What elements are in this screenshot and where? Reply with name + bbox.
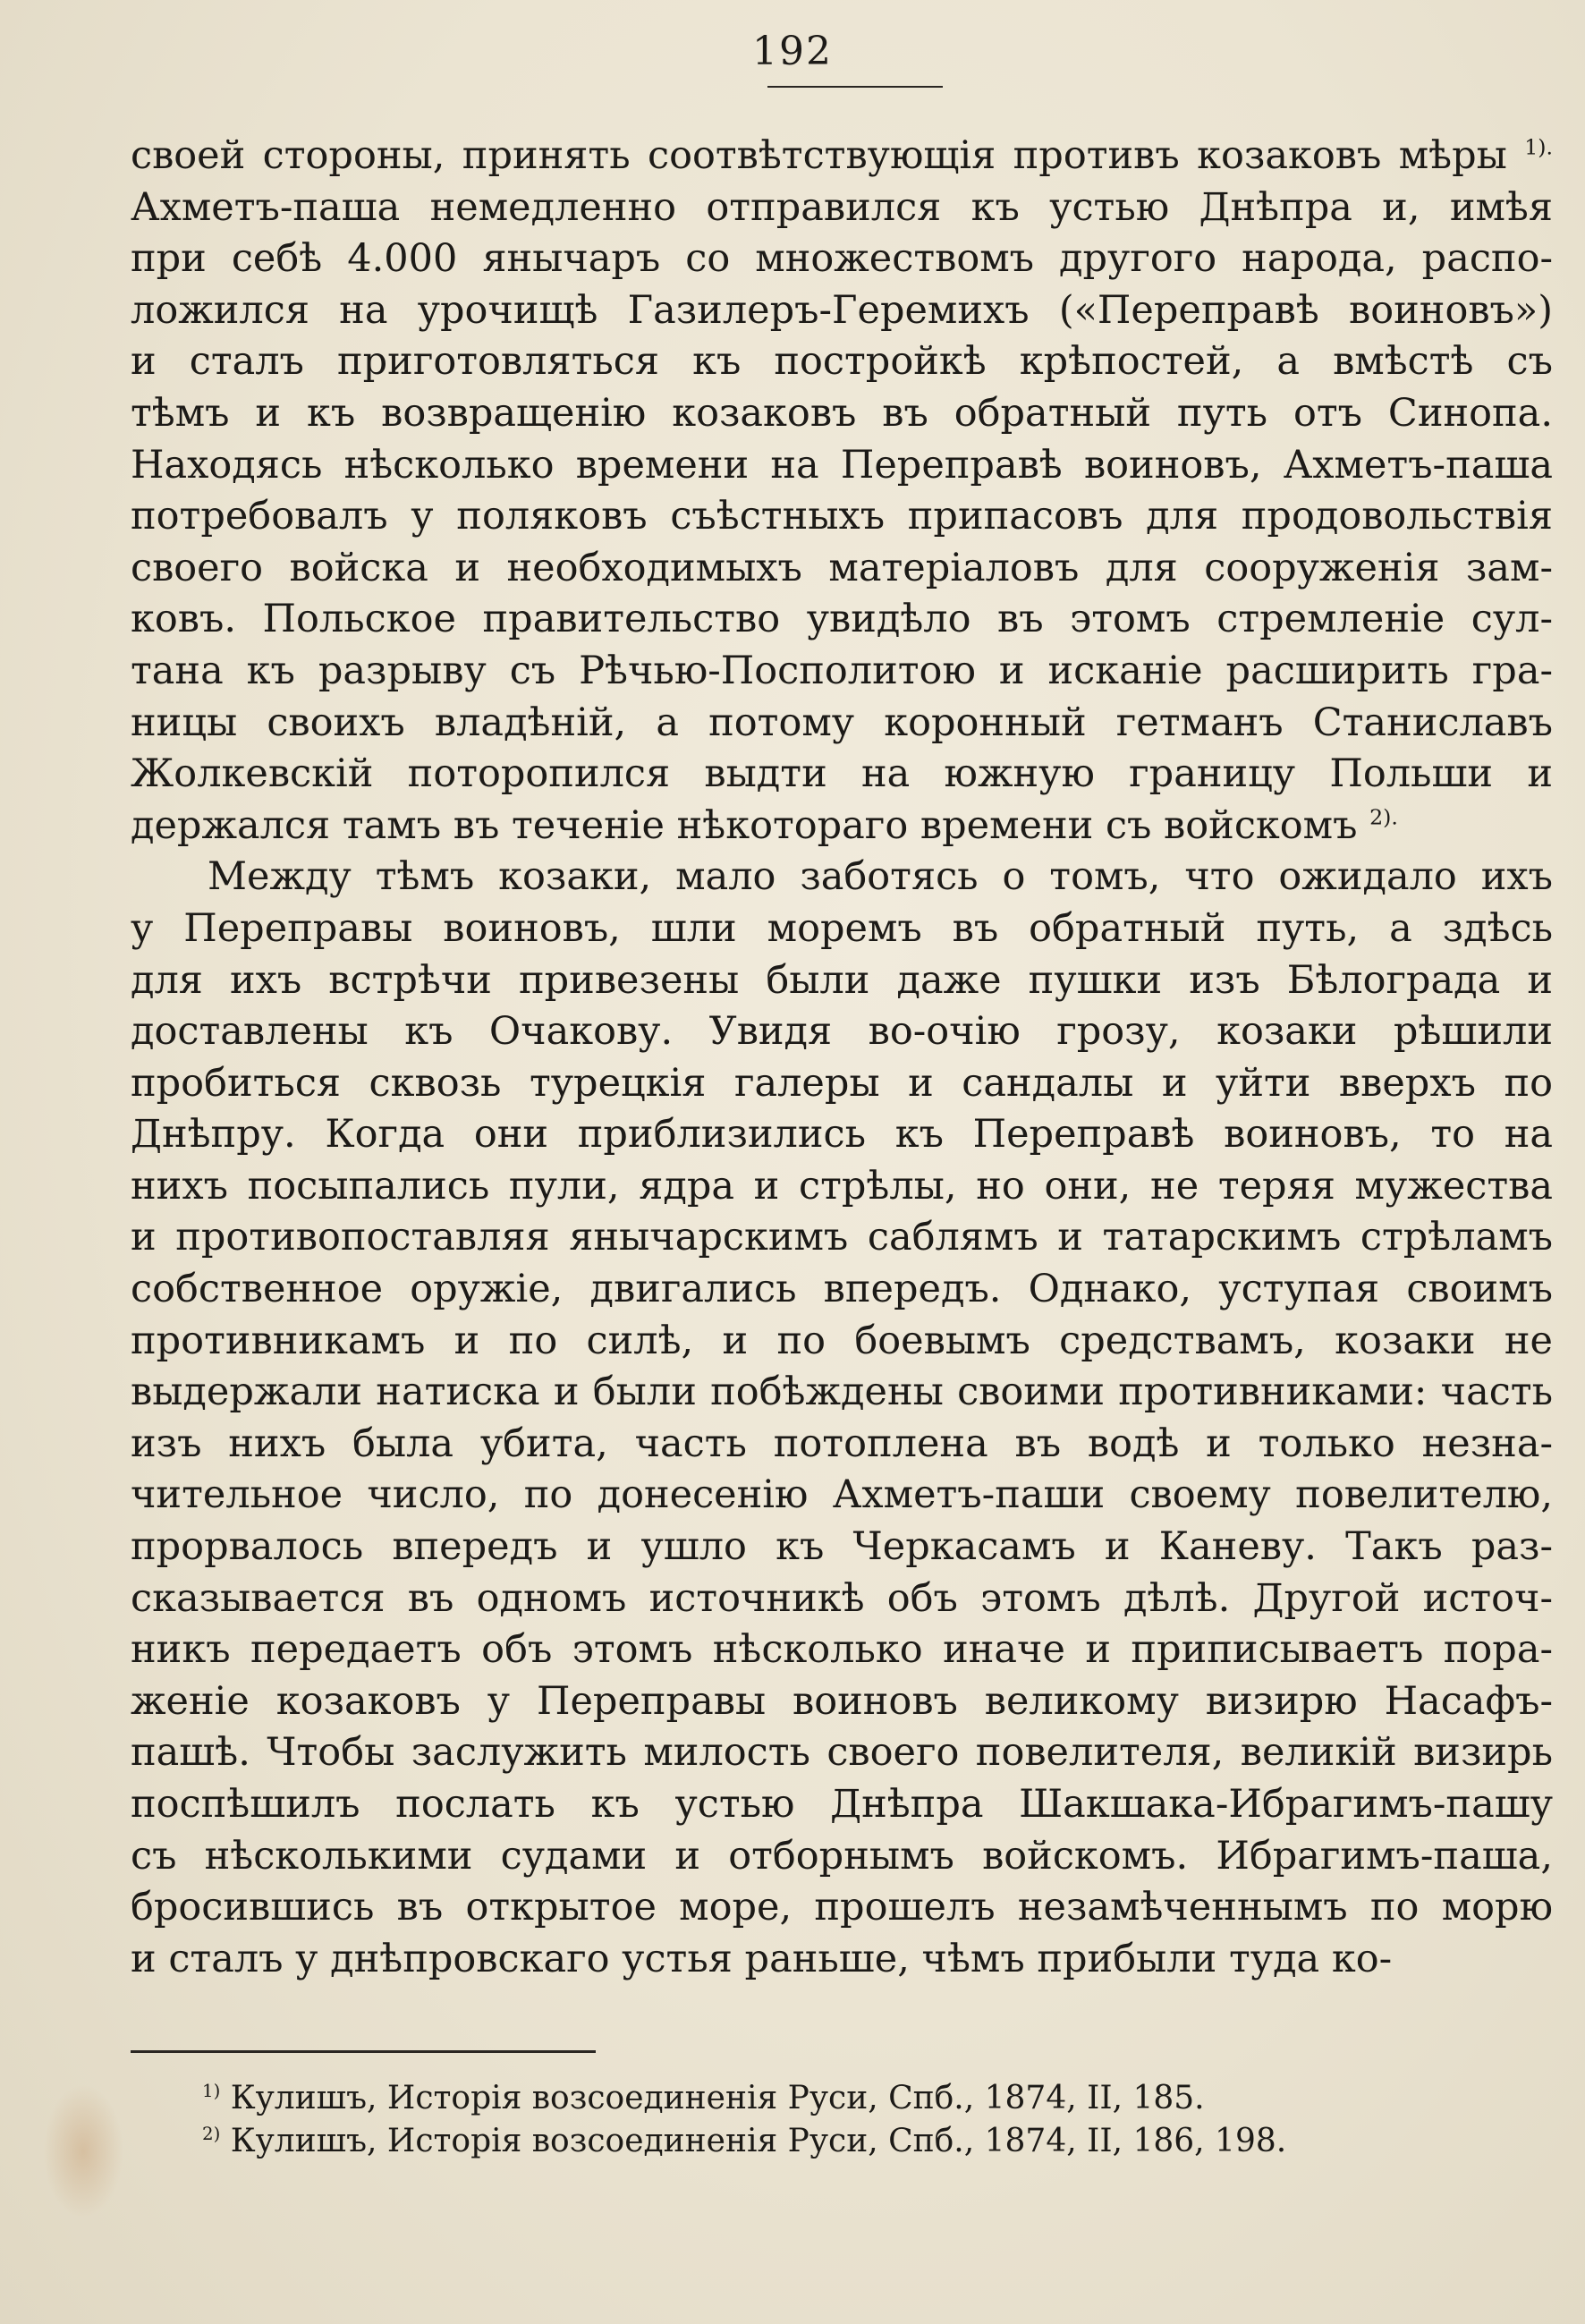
line-text: чительное число, по донесенію Ахметъ-паши своему повелителю, bbox=[131, 1472, 1553, 1518]
line-text: и противопоставляя янычарскимъ саблямъ и татарскимъ стрѣламъ bbox=[131, 1215, 1553, 1260]
text-line bbox=[131, 131, 1553, 182]
text-line bbox=[131, 336, 1553, 388]
text-line bbox=[131, 1212, 1553, 1264]
line-text: своей стороны, принять соотвѣтствующія противъ козаковъ мѣры bbox=[131, 133, 1507, 178]
footnote-reference: 2). bbox=[1369, 804, 1398, 830]
text-line bbox=[131, 1419, 1553, 1471]
page-number: 192 bbox=[752, 29, 833, 74]
line-text: съ нѣсколькими судами и отборнымъ войскомъ. Ибрагимъ-паша, bbox=[131, 1833, 1553, 1879]
text-line bbox=[131, 1727, 1553, 1779]
line-text: при себѣ 4.000 янычаръ со множествомъ другого народа, распо- bbox=[131, 236, 1553, 282]
line-text: никъ передаетъ объ этомъ нѣсколько иначе и приписываетъ пора- bbox=[131, 1627, 1553, 1673]
text-line bbox=[131, 749, 1553, 801]
footnote-text: Кулишъ, Исторія возсоединенія Руси, Спб., 1874, II, 185. bbox=[230, 2080, 1205, 2116]
text-line bbox=[131, 801, 1553, 852]
footnote-mark: 1) bbox=[202, 2081, 221, 2101]
line-text: Находясь нѣсколько времени на Переправѣ воиновъ, Ахметъ-паша bbox=[131, 442, 1553, 488]
line-text: Жолкевскій поторопился выдти на южную границу Польши и bbox=[131, 751, 1553, 797]
line-text: пробиться сквозь турецкія галеры и сандалы и уйти вверхъ по bbox=[131, 1060, 1553, 1106]
text-line bbox=[131, 1058, 1553, 1110]
line-text: и сталъ приготовляться къ постройкѣ крѣпостей, а вмѣстѣ съ bbox=[131, 339, 1553, 385]
line-text: пашѣ. Чтобы заслужить милость своего повелителя, великій визирь bbox=[131, 1730, 1553, 1776]
footnote bbox=[202, 2077, 1508, 2120]
text-line bbox=[131, 388, 1553, 440]
text-line bbox=[131, 543, 1553, 595]
footnotes bbox=[202, 2077, 1508, 2163]
text-line bbox=[131, 1470, 1553, 1522]
footnote-text: Кулишъ, Исторія возсоединенія Руси, Спб., 1874, II, 186, 198. bbox=[230, 2123, 1287, 2159]
text-line bbox=[131, 1367, 1553, 1419]
line-text: изъ нихъ была убита, часть потоплена въ водѣ и только незна- bbox=[131, 1421, 1553, 1466]
text-line bbox=[131, 1522, 1553, 1573]
text-line bbox=[131, 1676, 1553, 1728]
text-line bbox=[131, 491, 1553, 543]
text-line bbox=[131, 285, 1553, 337]
line-text: ложился на урочищѣ Газилеръ-Геремихъ («Переправѣ воиновъ») bbox=[131, 287, 1553, 333]
text-line bbox=[131, 440, 1553, 492]
footnote-mark: 2) bbox=[202, 2124, 221, 2144]
line-text: потребовалъ у поляковъ съѣстныхъ припасовъ для продовольствія bbox=[131, 494, 1553, 539]
text-line bbox=[131, 1831, 1553, 1883]
text-line bbox=[131, 955, 1553, 1007]
line-text: для ихъ встрѣчи привезены были даже пушки изъ Бѣлограда и bbox=[131, 957, 1553, 1003]
text-line bbox=[131, 1573, 1553, 1625]
line-text: Между тѣмъ козаки, мало заботясь о томъ, что ожидало ихъ bbox=[208, 854, 1553, 900]
footnote bbox=[202, 2120, 1508, 2163]
line-text: прорвалось впередъ и ушло къ Черкасамъ и Каневу. Такъ раз- bbox=[131, 1524, 1553, 1570]
line-text: тана къ разрыву съ Рѣчью-Посполитою и исканіе расширить гра- bbox=[131, 648, 1553, 693]
line-text: поспѣшилъ послать къ устью Днѣпра Шакшака-Ибрагимъ-пашу bbox=[131, 1782, 1553, 1827]
text-line bbox=[131, 1934, 1553, 1986]
text-line bbox=[131, 852, 1553, 903]
line-text: тѣмъ и къ возвращенію козаковъ въ обратный путь отъ Синопа. bbox=[131, 390, 1553, 436]
line-text: у Переправы воиновъ, шли моремъ въ обратный путь, а здѣсь bbox=[131, 905, 1553, 951]
paragraph bbox=[131, 131, 1553, 852]
page-number-rule bbox=[767, 86, 943, 88]
paper-stain bbox=[43, 2084, 123, 2218]
line-text: доставлены къ Очакову. Увидя во-очію грозу, козаки рѣшили bbox=[131, 1009, 1553, 1055]
line-text: женіе козаковъ у Переправы воиновъ великому визирю Насафъ- bbox=[131, 1678, 1553, 1724]
paragraph bbox=[131, 852, 1553, 1985]
text-line bbox=[131, 594, 1553, 646]
text-line bbox=[131, 233, 1553, 285]
text-line bbox=[131, 698, 1553, 750]
line-text: держался тамъ въ теченіе нѣкотораго времени съ войскомъ bbox=[131, 802, 1358, 848]
line-text: сказывается въ одномъ источникѣ объ этомъ дѣлѣ. Другой источ- bbox=[131, 1575, 1553, 1621]
text-line bbox=[131, 1316, 1553, 1368]
text-line bbox=[131, 1882, 1553, 1934]
text-line bbox=[131, 182, 1553, 234]
line-text: бросившись въ открытое море, прошелъ незамѣченнымъ по морю bbox=[131, 1885, 1553, 1930]
text-line bbox=[131, 1779, 1553, 1831]
body-text bbox=[131, 131, 1553, 1985]
text-line bbox=[131, 646, 1553, 698]
line-text: нихъ посыпались пули, ядра и стрѣлы, но они, не теряя мужества bbox=[131, 1163, 1553, 1209]
text-line bbox=[131, 1109, 1553, 1161]
footnote-reference: 1). bbox=[1524, 134, 1553, 160]
text-line bbox=[131, 1264, 1553, 1316]
line-text: и сталъ у днѣпровскаго устья раньше, чѣмъ прибыли туда ко- bbox=[131, 1936, 1393, 1981]
text-line bbox=[131, 1161, 1553, 1213]
line-text: ницы своихъ владѣній, а потому коронный гетманъ Станиславъ bbox=[131, 700, 1553, 745]
line-text: ковъ. Польское правительство увидѣло въ этомъ стремленіе сул- bbox=[131, 597, 1553, 642]
line-text: своего войска и необходимыхъ матеріаловъ для сооруженія зам- bbox=[131, 545, 1553, 590]
text-line bbox=[131, 1624, 1553, 1676]
line-text: противникамъ и по силѣ, и по боевымъ средствамъ, козаки не bbox=[131, 1318, 1553, 1363]
line-text: выдержали натиска и были побѣждены своими противниками: часть bbox=[131, 1370, 1553, 1415]
text-line bbox=[131, 1006, 1553, 1058]
line-text: Днѣпру. Когда они приблизились къ Переправѣ воиновъ, то на bbox=[131, 1112, 1553, 1158]
line-text: Ахметъ-паша немедленно отправился къ устью Днѣпра и, имѣя bbox=[131, 184, 1553, 230]
line-text: собственное оружіе, двигались впередъ. Однако, уступая своимъ bbox=[131, 1267, 1553, 1312]
text-line bbox=[131, 903, 1553, 955]
footnote-divider bbox=[131, 2050, 596, 2053]
